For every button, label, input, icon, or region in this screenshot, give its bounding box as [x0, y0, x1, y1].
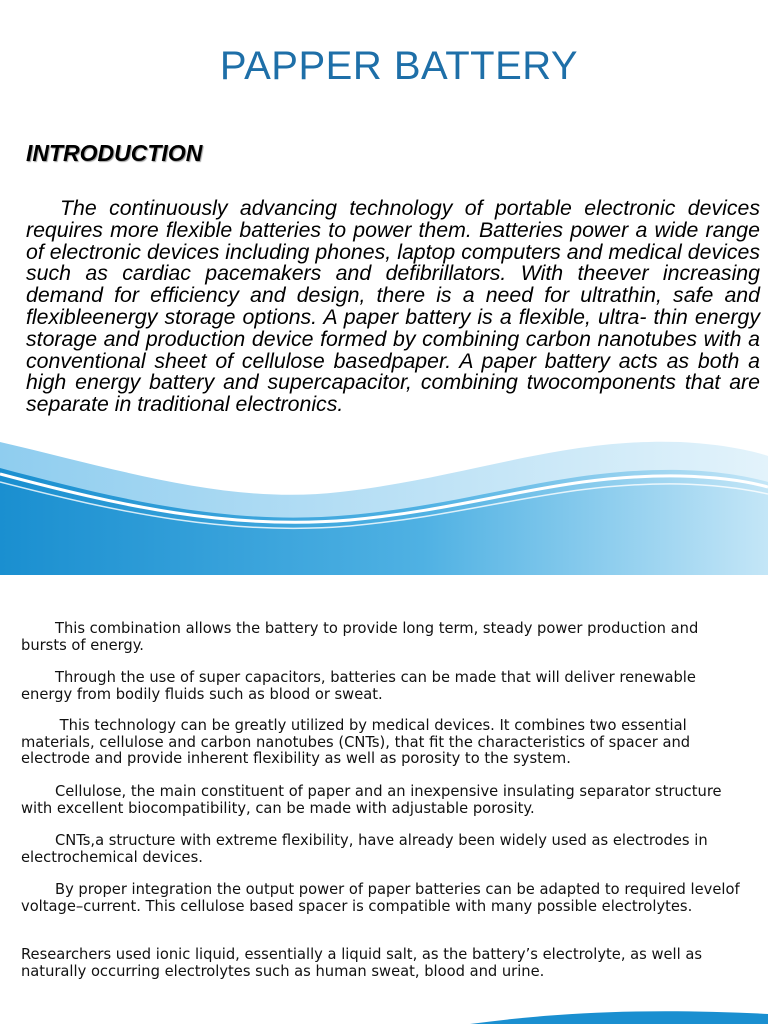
- body-text: CNTs,a structure with extreme flexibility, have already been widely used as electrodes in electrochemical devices.: [21, 832, 708, 866]
- body-paragraph-7: [21, 947, 748, 980]
- body-paragraph-6: [21, 882, 748, 915]
- decorative-wave: [0, 430, 768, 575]
- body-text: This combination allows the battery to provide long term, steady power production and bursts of energy.: [21, 620, 699, 654]
- body-paragraph-5: [21, 833, 748, 866]
- body-text: Cellulose, the main constituent of paper and an inexpensive insulating separator structure with excellent biocompatibility, can be made with adjustable porosity.: [21, 783, 722, 817]
- body-text: This technology can be greatly utilized by medical devices. It combines two essential materials, cellulose and carbon nanotubes (CNTs), that fit the characteristics of spacer and electrode and provide inherent flexibility as well as porosity to the system.: [21, 717, 691, 767]
- intro-paragraph: [26, 198, 760, 416]
- body-paragraph-2: [21, 670, 748, 703]
- body-text: Researchers used ionic liquid, essentially a liquid salt, as the battery’s electrolyte, as well as naturally occurring electrolytes such as human sweat, blood and urine.: [21, 946, 703, 980]
- intro-text: The continuously advancing technology of portable electronic devices requires more flexible batteries to power them. Batteries power a wide range of electronic devices including phones, laptop computers and medical devices such as cardiac pacemakers and defibrillators. With theever increasing demand for efficiency and design, there is a need for ultrathin, safe and flexibleenergy storage options. A paper battery is a flexible, ultra- thin energy storage and production device formed by combining carbon nanotubes with a conventional sheet of cellulose basedpaper. A paper battery acts as both a high energy battery and supercapacitor, combining twocomponents that are separate in traditional electronics.: [26, 196, 760, 417]
- body-paragraph-4: [21, 784, 748, 817]
- decorative-wave-bottom: [0, 1008, 768, 1024]
- body-paragraph-1: [21, 621, 748, 654]
- page-title: PAPPER BATTERY: [219, 44, 579, 88]
- body-text: By proper integration the output power of paper batteries can be adapted to required levelof voltage–current. This cellulose based spacer is compatible with many possible electrolytes.: [21, 881, 740, 915]
- body-paragraph-3: [21, 718, 748, 768]
- body-text: Through the use of super capacitors, batteries can be made that will deliver renewable energy from bodily fluids such as blood or sweat.: [21, 669, 696, 703]
- section-heading: INTRODUCTION: [26, 140, 203, 166]
